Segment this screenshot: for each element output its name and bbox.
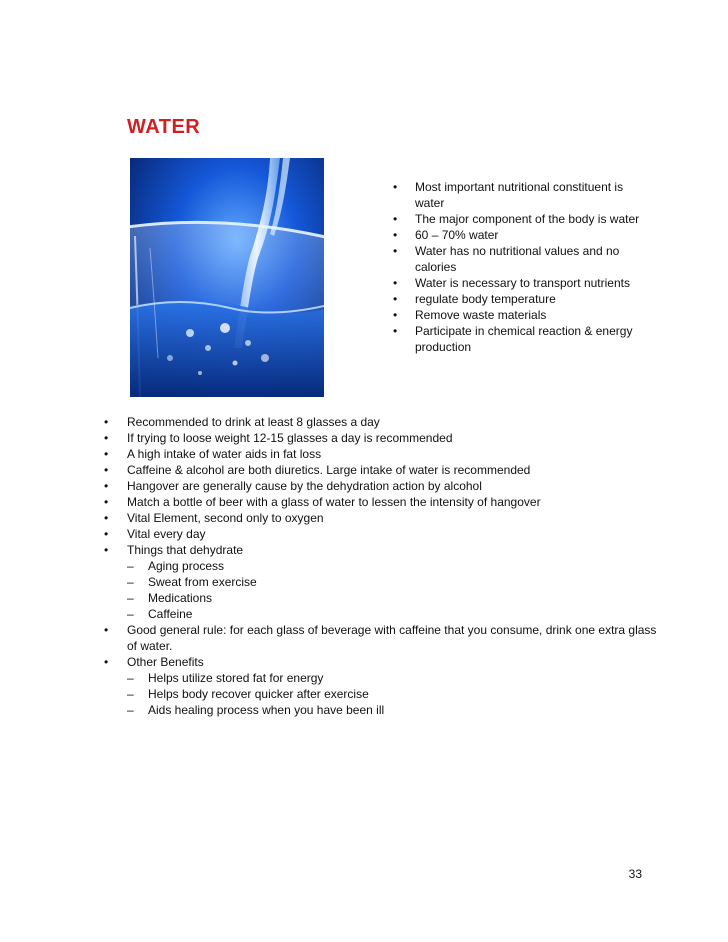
recommendation-text: Vital every day xyxy=(127,527,206,541)
bullet-icon: • xyxy=(104,623,109,637)
fact-text: Water has no nutritional values and no calories xyxy=(415,244,620,274)
bullet-icon: • xyxy=(104,527,109,541)
recommendation-text: Good general rule: for each glass of beverage with caffeine that you consume, drink one extra glass of water. xyxy=(127,623,657,653)
fact-list-item xyxy=(393,227,648,243)
dehydrate-sublist xyxy=(104,558,664,622)
recommendation-list-item xyxy=(104,430,664,446)
recommendation-list-item xyxy=(104,478,664,494)
fact-list-item xyxy=(393,291,648,307)
sub-list-item xyxy=(104,590,664,606)
bullet-icon: • xyxy=(393,212,398,226)
bullet-icon: • xyxy=(104,463,109,477)
recommendation-text: Match a bottle of beer with a glass of water to lessen the intensity of hangover xyxy=(127,495,541,509)
fact-list-item xyxy=(393,275,648,291)
fact-list-item xyxy=(393,211,648,227)
bullet-icon: • xyxy=(104,447,109,461)
bullet-icon: • xyxy=(393,308,398,322)
recommendation-list-item xyxy=(104,622,664,654)
dash-icon: – xyxy=(127,591,134,605)
sub-list-item xyxy=(104,558,664,574)
sub-list-item xyxy=(104,686,664,702)
sub-item-text: Caffeine xyxy=(148,607,193,621)
page-number: 33 xyxy=(628,867,642,881)
bullet-icon: • xyxy=(393,324,398,338)
sub-list-item xyxy=(104,670,664,686)
recommendation-text: Things that dehydrate xyxy=(127,543,244,557)
recommendation-list-item xyxy=(104,446,664,462)
fact-list-item xyxy=(393,323,648,355)
recommendation-list-item xyxy=(104,654,664,670)
recommendation-list-item xyxy=(104,414,664,430)
bullet-icon: • xyxy=(393,292,398,306)
water-glass-illustration xyxy=(130,158,324,397)
fact-text: The major component of the body is water xyxy=(415,212,640,226)
sub-list-item xyxy=(104,606,664,622)
fact-text: regulate body temperature xyxy=(415,292,556,306)
sub-item-text: Helps utilize stored fat for energy xyxy=(148,671,324,685)
fact-text: Participate in chemical reaction & energy production xyxy=(415,324,633,354)
bullet-icon: • xyxy=(104,495,109,509)
sub-item-text: Aids healing process when you have been ill xyxy=(148,703,385,717)
bullet-icon: • xyxy=(393,228,398,242)
page-title: WATER xyxy=(127,116,201,138)
benefits-sublist xyxy=(104,670,664,718)
sub-item-text: Medications xyxy=(148,591,213,605)
recommendation-text: If trying to loose weight 12-15 glasses a day is recommended xyxy=(127,431,453,445)
recommendation-text: Recommended to drink at least 8 glasses a day xyxy=(127,415,380,429)
bullet-icon: • xyxy=(104,479,109,493)
recommendation-list-item xyxy=(104,526,664,542)
recommendation-text: Vital Element, second only to oxygen xyxy=(127,511,324,525)
recommendation-list-item xyxy=(104,494,664,510)
glass-of-water-photo xyxy=(130,158,324,397)
fact-text: Water is necessary to transport nutrients xyxy=(415,276,630,290)
dash-icon: – xyxy=(127,687,134,701)
sub-item-text: Helps body recover quicker after exercise xyxy=(148,687,369,701)
water-recommendations-list xyxy=(104,414,664,718)
recommendation-text: Caffeine & alcohol are both diuretics. Large intake of water is recommended xyxy=(127,463,531,477)
dash-icon: – xyxy=(127,607,134,621)
dash-icon: – xyxy=(127,575,134,589)
recommendation-list-item xyxy=(104,542,664,558)
bullet-icon: • xyxy=(104,431,109,445)
recommendation-text: Other Benefits xyxy=(127,655,204,669)
sub-list-item xyxy=(104,702,664,718)
recommendation-text: Hangover are generally cause by the dehydration action by alcohol xyxy=(127,479,482,493)
fact-list-item xyxy=(393,243,648,275)
bullet-icon: • xyxy=(104,415,109,429)
sub-item-text: Aging process xyxy=(148,559,225,573)
bullet-icon: • xyxy=(104,511,109,525)
fact-text: Remove waste materials xyxy=(415,308,547,322)
bullet-icon: • xyxy=(104,655,109,669)
fact-text: Most important nutritional constituent is water xyxy=(415,180,624,210)
dash-icon: – xyxy=(127,703,134,717)
sub-list-item xyxy=(104,574,664,590)
fact-list-item xyxy=(393,179,648,211)
bullet-icon: • xyxy=(393,244,398,258)
fact-text: 60 – 70% water xyxy=(415,228,499,242)
dash-icon: – xyxy=(127,671,134,685)
recommendation-text: A high intake of water aids in fat loss xyxy=(127,447,322,461)
bullet-icon: • xyxy=(393,180,398,194)
sub-item-text: Sweat from exercise xyxy=(148,575,257,589)
water-facts-list xyxy=(393,179,648,355)
bullet-icon: • xyxy=(393,276,398,290)
bullet-icon: • xyxy=(104,543,109,557)
fact-list-item xyxy=(393,307,648,323)
recommendation-list-item xyxy=(104,510,664,526)
recommendation-list-item xyxy=(104,462,664,478)
dash-icon: – xyxy=(127,559,134,573)
